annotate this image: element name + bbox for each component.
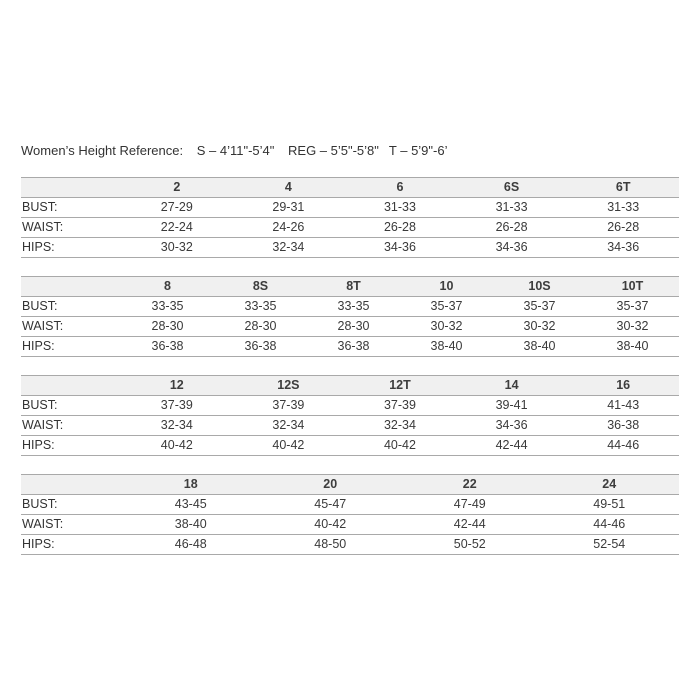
size-header: 6 [344, 178, 456, 198]
measurement-cell: 33-35 [307, 297, 400, 317]
table-row [21, 396, 679, 416]
measurement-cell: 31-33 [344, 198, 456, 218]
size-header-row [21, 475, 679, 495]
size-header: 22 [400, 475, 540, 495]
size-table-4 [21, 474, 679, 555]
table-row [21, 317, 679, 337]
measurement-cell: 37-39 [233, 396, 345, 416]
measurement-cell: 44-46 [540, 515, 680, 535]
measurement-cell: 40-42 [261, 515, 401, 535]
measurement-cell: 52-54 [540, 535, 680, 555]
measurement-cell: 36-38 [307, 337, 400, 357]
row-label: WAIST: [21, 515, 121, 535]
size-header: 4 [233, 178, 345, 198]
measurement-cell: 42-44 [400, 515, 540, 535]
size-header-blank [21, 178, 121, 198]
size-header: 14 [456, 376, 568, 396]
measurement-cell: 36-38 [567, 416, 679, 436]
measurement-cell: 35-37 [400, 297, 493, 317]
size-header: 10T [586, 277, 679, 297]
measurement-cell: 34-36 [567, 238, 679, 258]
measurement-cell: 40-42 [233, 436, 345, 456]
height-reference-regular: REG – 5’5"-5’8" [288, 143, 379, 158]
row-label: HIPS: [21, 238, 121, 258]
measurement-cell: 38-40 [400, 337, 493, 357]
measurement-cell: 34-36 [456, 238, 568, 258]
measurement-cell: 29-31 [233, 198, 345, 218]
table-row [21, 495, 679, 515]
row-label: WAIST: [21, 317, 121, 337]
size-header: 24 [540, 475, 680, 495]
measurement-cell: 32-34 [121, 416, 233, 436]
height-reference-title: Women’s Height Reference: [21, 143, 184, 158]
table-row [21, 515, 679, 535]
size-header: 12S [233, 376, 345, 396]
size-header: 8S [214, 277, 307, 297]
measurement-cell: 49-51 [540, 495, 680, 515]
measurement-cell: 26-28 [567, 218, 679, 238]
measurement-cell: 27-29 [121, 198, 233, 218]
row-label: HIPS: [21, 436, 121, 456]
size-header-blank [21, 277, 121, 297]
height-reference-tall: T – 5’9"-6’ [388, 143, 448, 158]
measurement-cell: 37-39 [121, 396, 233, 416]
height-reference-short: S – 4’11"-5’4" [196, 143, 275, 158]
measurement-cell: 22-24 [121, 218, 233, 238]
measurement-cell: 36-38 [121, 337, 214, 357]
measurement-cell: 28-30 [307, 317, 400, 337]
measurement-cell: 26-28 [456, 218, 568, 238]
table-row [21, 337, 679, 357]
table-row [21, 238, 679, 258]
measurement-cell: 30-32 [400, 317, 493, 337]
row-label: HIPS: [21, 337, 121, 357]
measurement-cell: 47-49 [400, 495, 540, 515]
measurement-cell: 37-39 [344, 396, 456, 416]
measurement-cell: 43-45 [121, 495, 261, 515]
size-header-blank [21, 475, 121, 495]
measurement-cell: 31-33 [567, 198, 679, 218]
table-row [21, 535, 679, 555]
measurement-cell: 48-50 [261, 535, 401, 555]
measurement-cell: 32-34 [233, 416, 345, 436]
size-table-1 [21, 177, 679, 258]
row-label: HIPS: [21, 535, 121, 555]
height-reference-heading [21, 143, 457, 158]
measurement-cell: 38-40 [586, 337, 679, 357]
measurement-cell: 28-30 [214, 317, 307, 337]
measurement-cell: 33-35 [121, 297, 214, 317]
size-header: 6T [567, 178, 679, 198]
table-row [21, 297, 679, 317]
size-header-blank [21, 376, 121, 396]
measurement-cell: 45-47 [261, 495, 401, 515]
row-label: BUST: [21, 495, 121, 515]
size-header-row [21, 277, 679, 297]
size-header: 10 [400, 277, 493, 297]
size-header: 20 [261, 475, 401, 495]
measurement-cell: 42-44 [456, 436, 568, 456]
measurement-cell: 34-36 [344, 238, 456, 258]
measurement-cell: 44-46 [567, 436, 679, 456]
size-table-3 [21, 375, 679, 456]
size-header: 6S [456, 178, 568, 198]
measurement-cell: 24-26 [233, 218, 345, 238]
measurement-cell: 32-34 [344, 416, 456, 436]
size-header-row [21, 178, 679, 198]
measurement-cell: 26-28 [344, 218, 456, 238]
row-label: WAIST: [21, 416, 121, 436]
row-label: BUST: [21, 396, 121, 416]
size-table-2 [21, 276, 679, 357]
size-header: 10S [493, 277, 586, 297]
measurement-cell: 35-37 [586, 297, 679, 317]
row-label: WAIST: [21, 218, 121, 238]
measurement-cell: 39-41 [456, 396, 568, 416]
size-header: 12 [121, 376, 233, 396]
row-label: BUST: [21, 297, 121, 317]
measurement-cell: 30-32 [586, 317, 679, 337]
table-row [21, 436, 679, 456]
measurement-cell: 31-33 [456, 198, 568, 218]
measurement-cell: 40-42 [121, 436, 233, 456]
table-row [21, 218, 679, 238]
measurement-cell: 33-35 [214, 297, 307, 317]
measurement-cell: 46-48 [121, 535, 261, 555]
measurement-cell: 30-32 [493, 317, 586, 337]
measurement-cell: 41-43 [567, 396, 679, 416]
measurement-cell: 32-34 [233, 238, 345, 258]
size-header: 2 [121, 178, 233, 198]
row-label: BUST: [21, 198, 121, 218]
measurement-cell: 50-52 [400, 535, 540, 555]
size-header-row [21, 376, 679, 396]
measurement-cell: 30-32 [121, 238, 233, 258]
table-row [21, 198, 679, 218]
measurement-cell: 28-30 [121, 317, 214, 337]
size-header: 16 [567, 376, 679, 396]
measurement-cell: 34-36 [456, 416, 568, 436]
measurement-cell: 35-37 [493, 297, 586, 317]
size-header: 8T [307, 277, 400, 297]
size-header: 8 [121, 277, 214, 297]
measurement-cell: 38-40 [493, 337, 586, 357]
measurement-cell: 36-38 [214, 337, 307, 357]
size-header: 12T [344, 376, 456, 396]
table-row [21, 416, 679, 436]
measurement-cell: 40-42 [344, 436, 456, 456]
size-header: 18 [121, 475, 261, 495]
measurement-cell: 38-40 [121, 515, 261, 535]
